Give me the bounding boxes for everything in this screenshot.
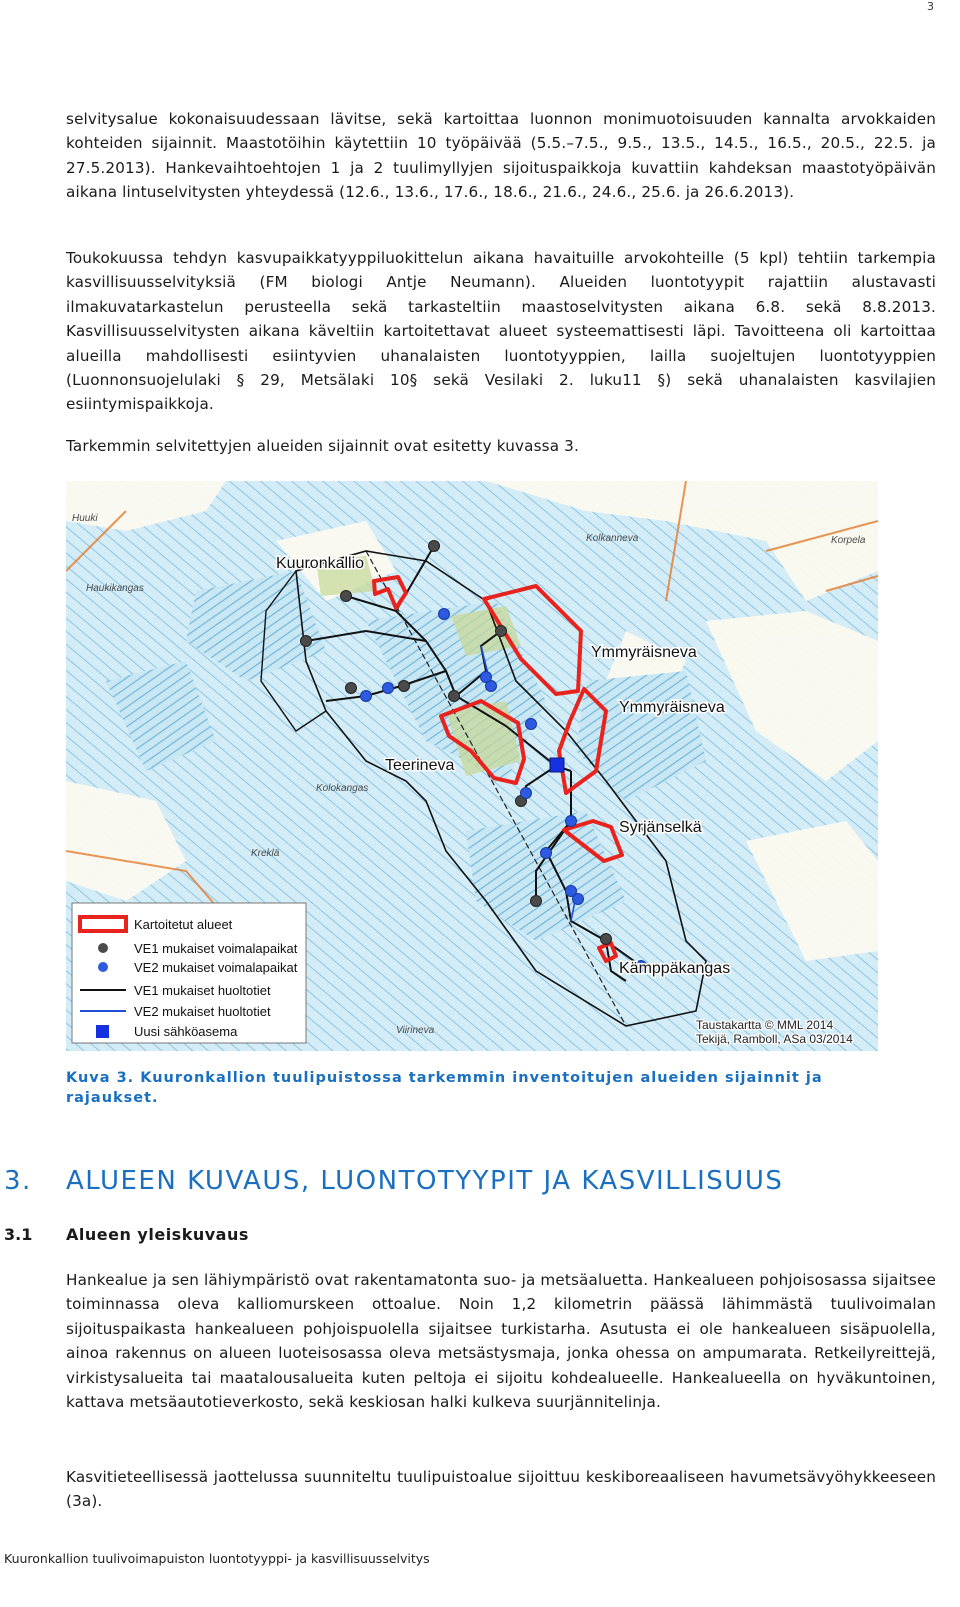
turbine-ve2 <box>566 816 577 827</box>
legend-ve1-roads: VE1 mukaiset huoltotiet <box>134 983 271 998</box>
subsection-title: Alueen yleiskuvaus <box>66 1225 249 1244</box>
turbine-ve1 <box>496 626 507 637</box>
legend-substation-square <box>96 1025 109 1038</box>
label-ymmyraisneva-1: Ymmyräisneva <box>591 644 697 661</box>
turbine-ve2 <box>521 788 532 799</box>
turbine-ve2 <box>573 894 584 905</box>
turbine-ve1 <box>346 683 357 694</box>
survey-area-map <box>66 481 878 1051</box>
turbine-ve2 <box>439 609 450 620</box>
label-huuki: Huuki <box>72 513 98 524</box>
turbine-ve2 <box>361 691 372 702</box>
paragraph-vegetation-zone: Kasvitieteellisessä jaottelussa suunniteltu tuulipuistoalue sijoittuu keskiboreaaliseen havumetsävyöhykkeeseen (3a). <box>66 1468 936 1511</box>
legend-survey-areas: Kartoitetut alueet <box>134 917 233 932</box>
substation-marker <box>550 758 564 772</box>
paragraph-area-overview: Hankealue ja sen lähiympäristö ovat rakentamatonta suo- ja metsäaluetta. Hankealueen pohjoisosassa sijaitsee toiminnassa oleva kalliomurskeen ottoalue. Noin 1,2 kilometrin päässä lähimmästä tuulivoimalan sijoituspaikasta hankealueen pohjoispuolella sijaitsee turkistarha. Asutusta ei ole hankealueen sisäpuolella, ainoa rakennus on alueen luoteisosassa oleva metsästysmaja, jonka ohessa on ampumarata. Retkeilyreittejä, virkistysalueita tai maatalousalueita kuten peltoja ei sijoitu kohdealueelle. Hankealueella on hyväkuntoinen, kattava metsäautotieverkosto, sekä keskiosan halki kulkeva suurjännitelinja. <box>66 1271 936 1412</box>
legend-ve2-turbines: VE2 mukaiset voimalapaikat <box>134 960 298 975</box>
turbine-ve2 <box>541 848 552 859</box>
page-footer: Kuuronkallion tuulivoimapuiston luontotyyppi- ja kasvillisuusselvitys <box>4 1551 430 1566</box>
turbine-ve1 <box>449 691 460 702</box>
label-kolokangas: Kolokangas <box>316 783 369 794</box>
label-haukikangas: Haukikangas <box>86 583 144 594</box>
legend-ve2-dot <box>98 962 108 972</box>
legend-ve2-roads: VE2 mukaiset huoltotiet <box>134 1004 271 1019</box>
label-viirineva: Viirineva <box>396 1025 435 1036</box>
page-number: 3 <box>927 0 934 13</box>
label-korpela: Korpela <box>831 535 866 546</box>
turbine-ve2 <box>526 719 537 730</box>
label-teerineva: Teerineva <box>385 757 455 774</box>
turbine-ve1 <box>341 591 352 602</box>
figure-caption: Kuva 3. Kuuronkallion tuulipuistossa tarkemmin inventoitujen alueiden sijainnit ja rajaukset. <box>66 1070 823 1106</box>
map-credits <box>696 1018 853 1046</box>
turbine-ve2 <box>383 683 394 694</box>
section-number: 3. <box>4 1166 32 1196</box>
paragraph-figure-reference: Tarkemmin selvitettyjen alueiden sijainnit ovat esitetty kuvassa 3. <box>66 437 579 455</box>
label-ymmyraisneva-2: Ymmyräisneva <box>619 699 725 716</box>
paragraph-vegetation-survey: Toukokuussa tehdyn kasvupaikkatyyppiluokittelun aikana havaituille arvokohteille (5 kpl) tehtiin tarkempia kasvillisuusselvityksiä (FM biologi Antje Neumann). Alueiden luontotyypit rajattiin alustavasti ilmakuvatarkastelun perusteella sekä tarkasteltiin maastoselvitysten aikana 6.8. sekä 8.8.2013. Kasvillisuusselvitysten aikana käveltiin kartoitettavat alueet systeemattisesti läpi. Tavoitteena oli kartoittaa alueilla mahdollisesti esiintyvien uhanalaisten luontotyyppien, lailla suojeltujen luontotyyppien (Luonnonsuojelulaki § 29, Metsälaki 10§ sekä Vesilaki 2. luku11 §) sekä uhanalaisten kasvilajien esiintymispaikkoja. <box>66 249 936 414</box>
label-kuuronkallio: Kuuronkallio <box>276 555 365 572</box>
turbine-ve2 <box>481 672 492 683</box>
turbine-ve1 <box>301 636 312 647</box>
map-legend <box>72 903 306 1043</box>
label-syrjanselka: Syrjänselkä <box>619 819 702 836</box>
legend-ve1-dot <box>98 943 108 953</box>
legend-substation: Uusi sähköasema <box>134 1024 238 1039</box>
turbine-ve1 <box>399 681 410 692</box>
turbine-ve1 <box>601 934 612 945</box>
paragraph-fieldwork: selvitysalue kokonaisuudessaan lävitse, sekä kartoittaa luonnon monimuotoisuuden kannalta arvokkaiden kohteiden sijainnit. Maastotöihin käytettiin 10 työpäivää (5.5.–7.5., 9.5., 13.5., 14.5., 16.5., 20.5., 22.5. ja 27.5.2013). Hankevaihtoehtojen 1 ja 2 tuulimyllyjen sijoituspaikkoja kuvattiin kahdeksan maastotyöpäivän aikana lintuselvitysten yhteydessä (12.6., 13.6., 17.6., 18.6., 21.6., 24.6., 25.6. ja 26.6.2013). <box>66 110 936 202</box>
subsection-number: 3.1 <box>4 1225 33 1244</box>
turbine-ve1 <box>429 541 440 552</box>
label-kreklla: Kreklä <box>251 848 280 859</box>
label-kolkanneva: Kolkanneva <box>586 533 639 544</box>
turbine-ve1 <box>531 896 542 907</box>
section-title: ALUEEN KUVAUS, LUONTOTYYPIT JA KASVILLISUUS <box>66 1166 784 1196</box>
map-credit-background: Taustakartta © MML 2014 <box>696 1018 834 1032</box>
label-kamppakangas: Kämppäkangas <box>619 960 731 977</box>
legend-ve1-turbines: VE1 mukaiset voimalapaikat <box>134 941 298 956</box>
map-credit-author: Tekijä, Ramboll, ASa 03/2014 <box>696 1032 853 1046</box>
